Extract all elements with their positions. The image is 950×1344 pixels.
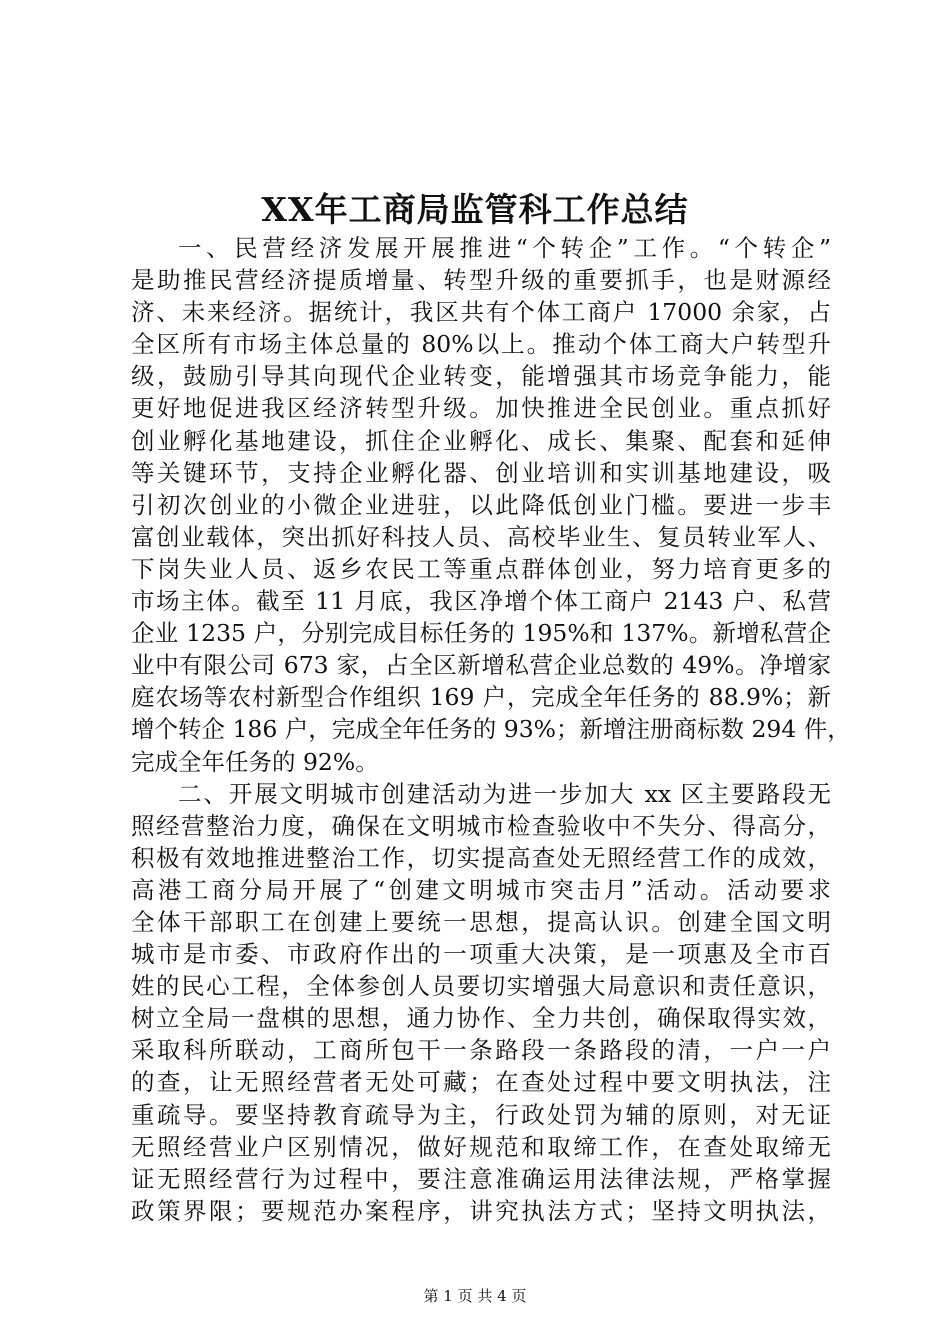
paragraph-1-line-15: 庭农场等农村新型合作组织 169 户，完成全年任务的 88.9%；新 [131, 683, 831, 712]
paragraph-2-line-11: 重疏导。要坚持教育疏导为主，行政处罚为辅的原则，对无证 [131, 1100, 831, 1129]
paragraph-2-line-4: 高港工商分局开展了“创建文明城市突击月”活动。活动要求 [131, 875, 831, 904]
paragraph-1-line-16: 增个转企 186 户，完成全年任务的 93%；新增注册商标数 294 件， [131, 715, 851, 744]
paragraph-1-line-7: 创业孵化基地建设，抓住企业孵化、成长、集聚、配套和延伸 [131, 426, 831, 455]
paragraph-1-line-9: 引初次创业的小微企业进驻，以此降低创业门槛。要进一步丰 [131, 490, 831, 519]
paragraph-2-line-3: 积极有效地推进整治工作，切实提高查处无照经营工作的成效， [131, 843, 831, 872]
paragraph-2-line-9: 采取科所联动，工商所包干一条路段一条路段的清，一户一户 [131, 1036, 831, 1065]
paragraph-1-line-14: 业中有限公司 673 家，占全区新增私营企业总数的 49%。净增家 [131, 651, 831, 680]
paragraph-2-line-5: 全体干部职工在创建上要统一思想，提高认识。创建全国文明 [131, 907, 831, 936]
paragraph-2-line-6: 城市是市委、市政府作出的一项重大决策，是一项惠及全市百 [131, 940, 831, 969]
paragraph-1-line-10: 富创业载体，突出抓好科技人员、高校毕业生、复员转业军人、 [131, 522, 831, 551]
paragraph-2-line-1: 二、开展文明城市创建活动为进一步加大 xx 区主要路段无 [178, 779, 831, 808]
paragraph-2-line-7: 姓的民心工程，全体参创人员要切实增强大局意识和责任意识， [131, 972, 831, 1001]
paragraph-1-line-4: 全区所有市场主体总量的 80%以上。推动个体工商大户转型升 [131, 330, 831, 359]
paragraph-1-line-6: 更好地促进我区经济转型升级。加快推进全民创业。重点抓好 [131, 394, 831, 423]
paragraph-2-line-10: 的查，让无照经营者无处可藏；在查处过程中要文明执法，注 [131, 1068, 831, 1097]
paragraph-2-line-8: 树立全局一盘棋的思想，通力协作、全力共创，确保取得实效， [131, 1004, 831, 1033]
document-title: XX年工商局监管科工作总结 [261, 190, 689, 229]
paragraph-1-line-1: 一、民营经济发展开展推进“个转企”工作。“个转企” [178, 234, 831, 262]
document-body [131, 232, 851, 1227]
paragraph-1-line-2: 是助推民营经济提质增量、转型升级的重要抓手，也是财源经 [131, 266, 831, 295]
paragraph-2-line-2: 照经营整治力度，确保在文明城市检查验收中不失分、得高分， [131, 811, 831, 840]
paragraph-2-line-14: 政策界限；要规范办案程序，讲究执法方式；坚持文明执法， [131, 1196, 831, 1225]
page-number-footer: 第 1 页 共 4 页 [423, 1287, 527, 1305]
paragraph-1-line-3: 济、未来经济。据统计，我区共有个体工商户 17000 余家，占 [131, 298, 831, 327]
paragraph-1-line-12: 市场主体。截至 11 月底，我区净增个体工商户 2143 户、私营 [131, 587, 831, 616]
paragraph-2-line-12: 无照经营业户区别情况，做好规范和取缔工作，在查处取缔无 [131, 1132, 831, 1161]
paragraph-1-line-8: 等关键环节，支持企业孵化器、创业培训和实训基地建设，吸 [131, 458, 831, 487]
paragraph-1-line-17: 完成全年任务的 92%。 [131, 747, 379, 776]
paragraph-1-line-13: 企业 1235 户，分别完成目标任务的 195%和 137%。新增私营企 [131, 619, 831, 648]
paragraph-1-line-5: 级，鼓励引导其向现代企业转变，能增强其市场竞争能力，能 [131, 362, 831, 391]
paragraph-1-line-11: 下岗失业人员、返乡农民工等重点群体创业，努力培育更多的 [131, 554, 831, 583]
paragraph-2-line-13: 证无照经营行为过程中，要注意准确运用法律法规，严格掌握 [131, 1164, 831, 1193]
